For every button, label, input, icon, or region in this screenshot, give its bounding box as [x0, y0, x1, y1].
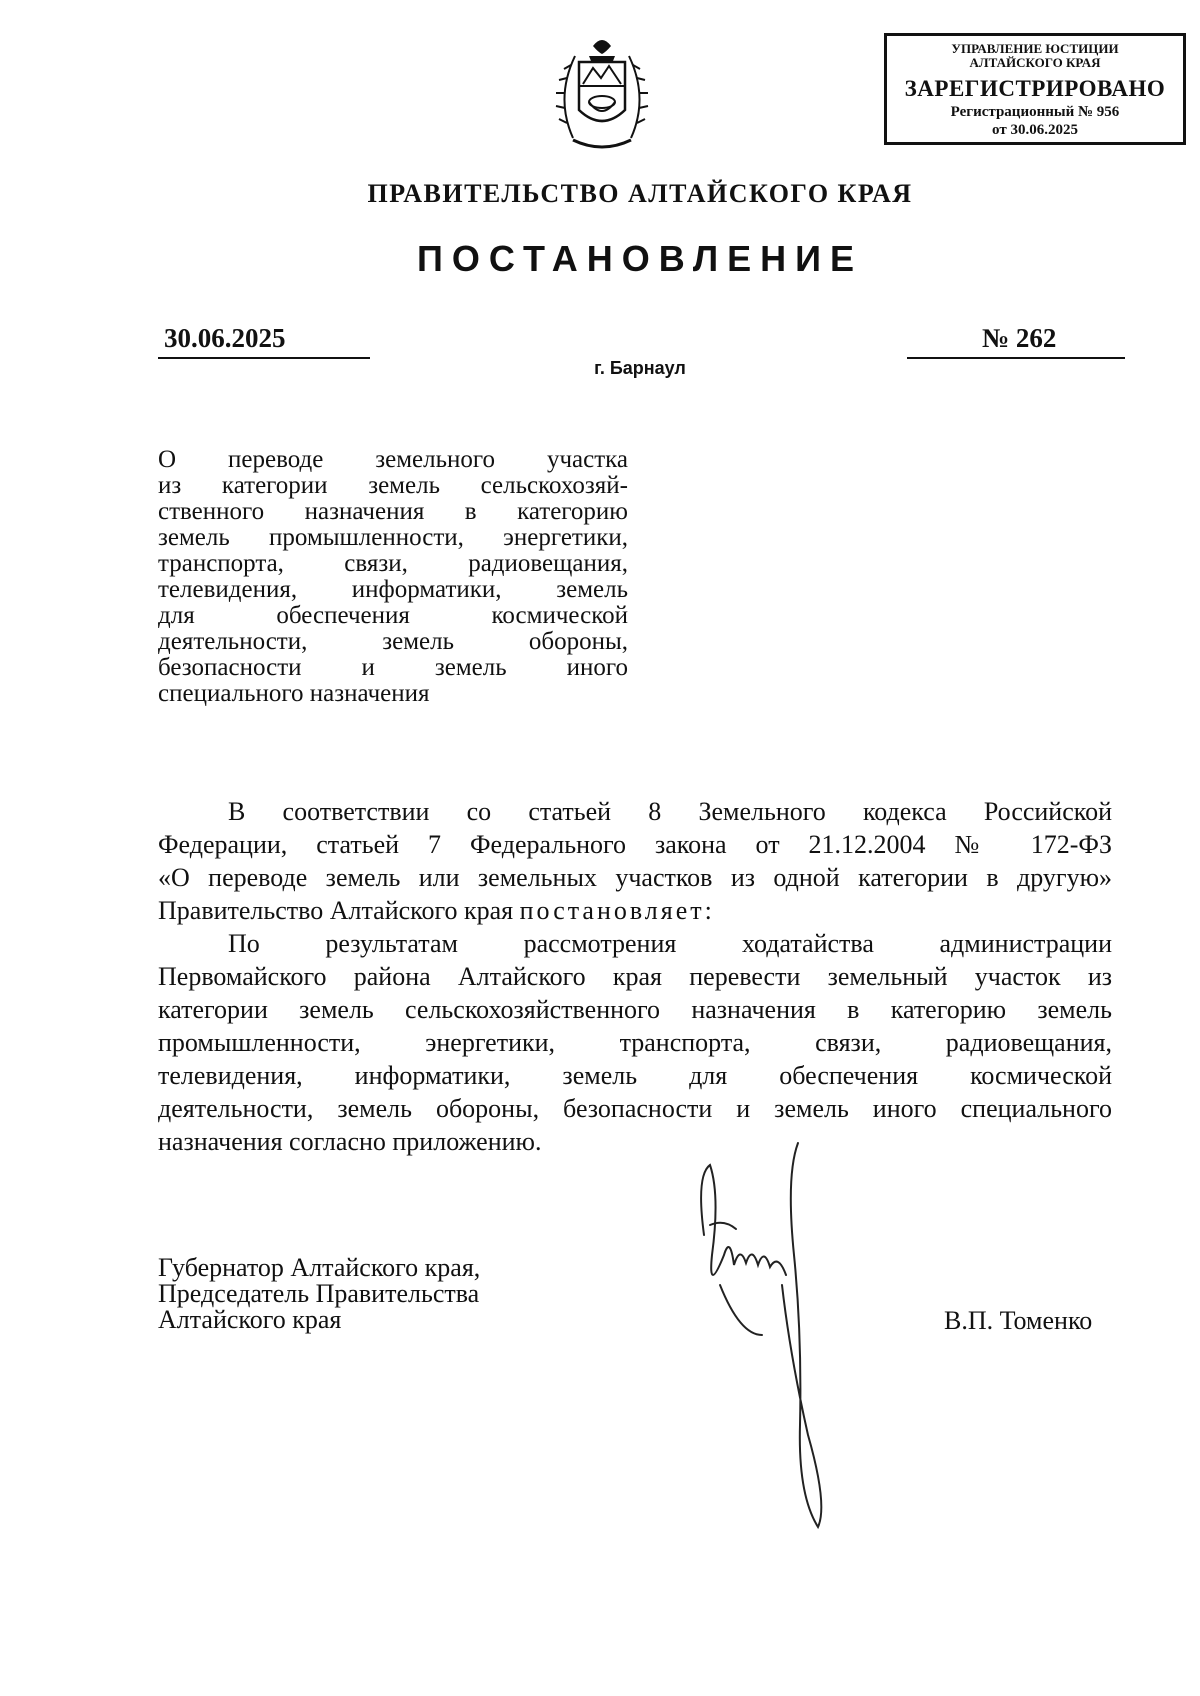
body-line: «О переводе земель или земельных участков из одной категории в другую»: [158, 863, 1112, 892]
handwritten-signature: [690, 1135, 830, 1535]
body-line: промышленности, энергетики, транспорта, связи, радиовещания,: [158, 1028, 1112, 1057]
stamp-status: ЗАРЕГИСТРИРОВАНО: [904, 75, 1166, 101]
stamp-authority-line2: АЛТАЙСКОГО КРАЯ: [969, 55, 1101, 71]
subject-line: транспорта, связи, радиовещания,: [158, 550, 628, 577]
stamp-reg-date: от 30.06.2025: [992, 122, 1078, 139]
coat-of-arms-emblem: [553, 28, 651, 162]
signer-position-line: Алтайского края: [158, 1305, 342, 1334]
subject-line: специального назначения: [158, 680, 430, 707]
stamp-reg-number: Регистрационный № 956: [950, 103, 1120, 120]
body-line-text: Правительство Алтайского края: [158, 896, 514, 925]
city-name: г. Барнаул: [594, 358, 686, 378]
subject-line: телевидения, информатики, земель: [158, 576, 628, 603]
subject-line: безопасности и земель иного: [158, 654, 628, 681]
decree-word: постановляет:: [519, 896, 715, 925]
body-line: деятельности, земель обороны, безопасности и земель иного специального: [158, 1094, 1112, 1123]
subject-line: ственного назначения в категорию: [158, 498, 628, 525]
signer-name: В.П. Томенко: [944, 1306, 1093, 1335]
government-title: ПРАВИТЕЛЬСТВО АЛТАЙСКОГО КРАЯ: [367, 179, 913, 208]
document-number: № 262: [982, 323, 1057, 353]
body-line: По результатам рассмотрения ходатайства администрации: [228, 929, 1112, 958]
body-line: [158, 895, 1112, 927]
subject-line: земель промышленности, энергетики,: [158, 524, 628, 551]
body-line: категории земель сельскохозяйственного назначения в категорию земель: [158, 995, 1112, 1024]
subject-line: из категории земель сельскохозяй-: [158, 472, 628, 499]
signer-position-line: Губернатор Алтайского края,: [158, 1253, 481, 1282]
subject-line: для обеспечения космической: [158, 602, 628, 629]
subject-line: деятельности, земель обороны,: [158, 628, 628, 655]
body-line: Первомайского района Алтайского края перевести земельный участок из: [158, 962, 1112, 991]
signer-position-line: Председатель Правительства: [158, 1279, 480, 1308]
document-type-title: ПОСТАНОВЛЕНИЕ: [417, 238, 863, 279]
body-line: В соответствии со статьей 8 Земельного кодекса Российской: [228, 797, 1112, 826]
registration-stamp: [884, 33, 1186, 145]
document-date: 30.06.2025: [164, 323, 286, 353]
body-line: назначения согласно приложению.: [158, 1127, 542, 1156]
stamp-authority-line1: УПРАВЛЕНИЕ ЮСТИЦИИ: [951, 41, 1119, 56]
body-line: Федерации, статьей 7 Федерального закона от 21.12.2004 № 172-ФЗ: [158, 830, 1112, 859]
body-line: телевидения, информатики, земель для обеспечения космической: [158, 1061, 1112, 1090]
subject-line: О переводе земельного участка: [158, 446, 628, 473]
